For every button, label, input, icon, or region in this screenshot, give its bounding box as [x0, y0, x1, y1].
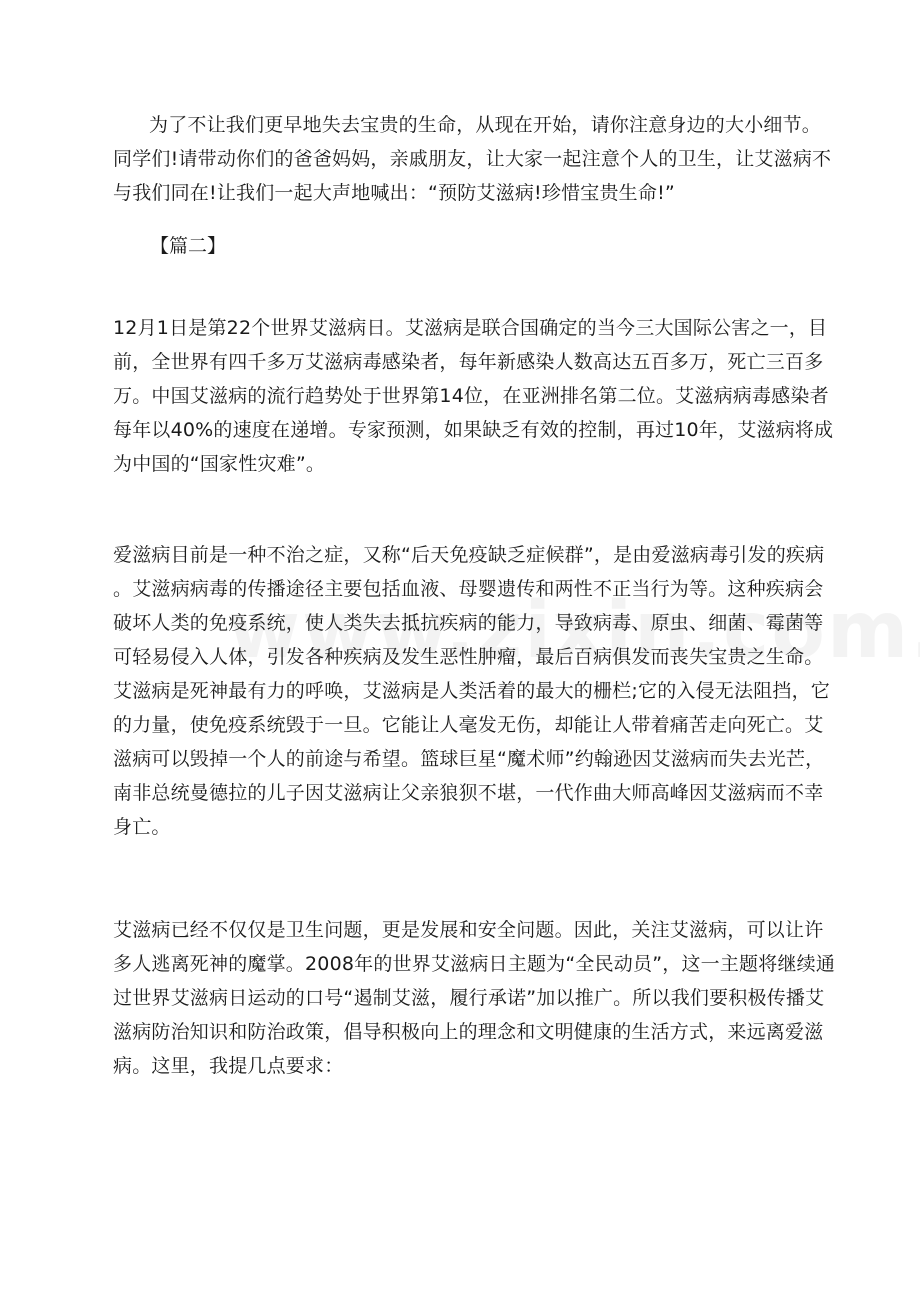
- text-line: 滋病防治知识和防治政策，倡导积极向上的理念和文明健康的生活方式，来远离爱滋: [113, 1021, 824, 1043]
- paragraph-2: [113, 538, 831, 844]
- text-line: 可轻易侵入人体，引发各种疾病及发生恶性肿瘤，最后百病俱发而丧失宝贵之生命。: [113, 646, 824, 668]
- text-line: 身亡。: [113, 816, 171, 838]
- text-line: 同学们!请带动你们的爸爸妈妈，亲戚朋友，让大家一起注意个人的卫生，让艾滋病不: [113, 148, 832, 170]
- text-line: 与我们同在!让我们一起大声地喊出：“预防艾滋病!珍惜宝贵生命!”: [113, 182, 675, 204]
- text-line: 12月1日是第22个世界艾滋病日。艾滋病是联合国确定的当今三大国际公害之一，目: [113, 317, 828, 339]
- text-line: 南非总统曼德拉的儿子因艾滋病让父亲狼狈不堪，一代作曲大师高峰因艾滋病而不幸: [113, 782, 824, 804]
- text-line: 病。这里，我提几点要求：: [113, 1055, 344, 1077]
- text-line: 为中国的“国家性灾难”。: [113, 453, 326, 475]
- text-line: 前，全世界有四千多万艾滋病毒感染者，每年新感染人数高达五百多万，死亡三百多: [113, 351, 824, 373]
- text-line: 的力量，使免疫系统毁于一旦。它能让人毫发无伤，却能让人带着痛苦走向死亡。艾: [113, 714, 824, 736]
- text-line: 。艾滋病病毒的传播途径主要包括血液、母婴遗传和两性不正当行为等。这种疾病会: [113, 578, 824, 600]
- text-line: 多人逃离死神的魔掌。2008年的世界艾滋病日主题为“全民动员”，这一主题将继续通: [113, 953, 836, 975]
- text-line: 过世界艾滋病日运动的口号“遏制艾滋，履行承诺”加以推广。所以我们要积极传播艾: [113, 987, 825, 1009]
- text-line: 为了不让我们更早地失去宝贵的生命，从现在开始，请你注意身边的大小细节。: [149, 114, 822, 136]
- text-line: 破坏人类的免疫系统，使人类失去抵抗疾病的能力，导致病毒、原虫、细菌、霉菌等: [113, 612, 824, 634]
- text-line: 爱滋病目前是一种不治之症，又称“后天免疫缺乏症候群”，是由爱滋病毒引发的疾病: [113, 544, 825, 566]
- paragraph-3: [113, 913, 836, 1083]
- section-heading: 【篇二】: [150, 235, 227, 257]
- text-line: 滋病可以毁掉一个人的前途与希望。篮球巨星“魔术师”约翰逊因艾滋病而失去光芒，: [113, 748, 825, 770]
- text-line: 艾滋病已经不仅仅是卫生问题，更是发展和安全问题。因此，关注艾滋病，可以让许: [113, 919, 824, 941]
- text-line: 艾滋病是死神最有力的呼唤，艾滋病是人类活着的最大的栅栏;它的入侵无法阻挡，它: [113, 680, 831, 702]
- text-line: 每年以40%的速度在递增。专家预测，如果缺乏有效的控制，再过10年，艾滋病将成: [113, 419, 834, 441]
- intro-paragraph: [113, 108, 832, 210]
- text-line: 万。中国艾滋病的流行趋势处于世界第14位，在亚洲排名第二位。艾滋病病毒感染者: [113, 385, 829, 407]
- paragraph-1: [113, 311, 834, 481]
